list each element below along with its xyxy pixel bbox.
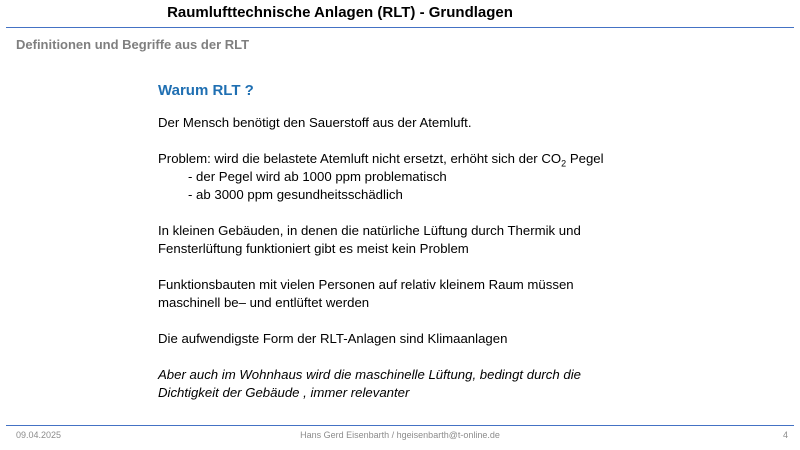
small-buildings-line-2: Fensterlüftung funktioniert gibt es meist kein Problem	[158, 241, 469, 256]
paragraph-problem	[158, 150, 718, 204]
problem-text-end: Pegel	[566, 151, 604, 166]
paragraph-functional-buildings	[158, 276, 718, 312]
co2-subscript: 2	[561, 158, 567, 169]
functional-buildings-line-1: Funktionsbauten mit vielen Personen auf relativ kleinem Raum müssen	[158, 277, 574, 292]
residential-line-2: Dichtigkeit der Gebäude , immer relevanter	[158, 385, 410, 400]
residential-line-1: Aber auch im Wohnhaus wird die maschinelle Lüftung, bedingt durch die	[158, 367, 581, 382]
bullet-3000ppm: - ab 3000 ppm gesundheitsschädlich	[188, 187, 403, 202]
paragraph-air-conditioning: Die aufwendigste Form der RLT-Anlagen sind Klimaanlagen	[158, 331, 508, 346]
problem-text: Problem: wird die belastete Atemluft nicht ersetzt, erhöht sich der CO	[158, 151, 562, 166]
slide-subtitle: Definitionen und Begriffe aus der RLT	[16, 37, 250, 52]
footer-divider	[6, 425, 794, 426]
slide-title: Raumlufttechnische Anlagen (RLT) - Grundlagen	[167, 4, 513, 21]
paragraph-oxygen: Der Mensch benötigt den Sauerstoff aus der Atemluft.	[158, 115, 472, 130]
paragraph-small-buildings	[158, 222, 718, 258]
footer-date: 09.04.2025	[16, 430, 62, 440]
section-heading: Warum RLT ?	[158, 82, 254, 99]
problem-line	[158, 150, 718, 168]
functional-buildings-line-2: maschinell be– und entlüftet werden	[158, 295, 370, 310]
small-buildings-line-1: In kleinen Gebäuden, in denen die natürliche Lüftung durch Thermik und	[158, 223, 581, 238]
header-divider	[6, 27, 794, 28]
paragraph-residential	[158, 366, 718, 402]
bullet-1000ppm: - der Pegel wird ab 1000 ppm problematisch	[188, 169, 447, 184]
page-number: 4	[782, 430, 788, 440]
slide-body	[158, 82, 718, 402]
footer-author: Hans Gerd Eisenbarth / hgeisenbarth@t-online.de	[300, 430, 500, 440]
